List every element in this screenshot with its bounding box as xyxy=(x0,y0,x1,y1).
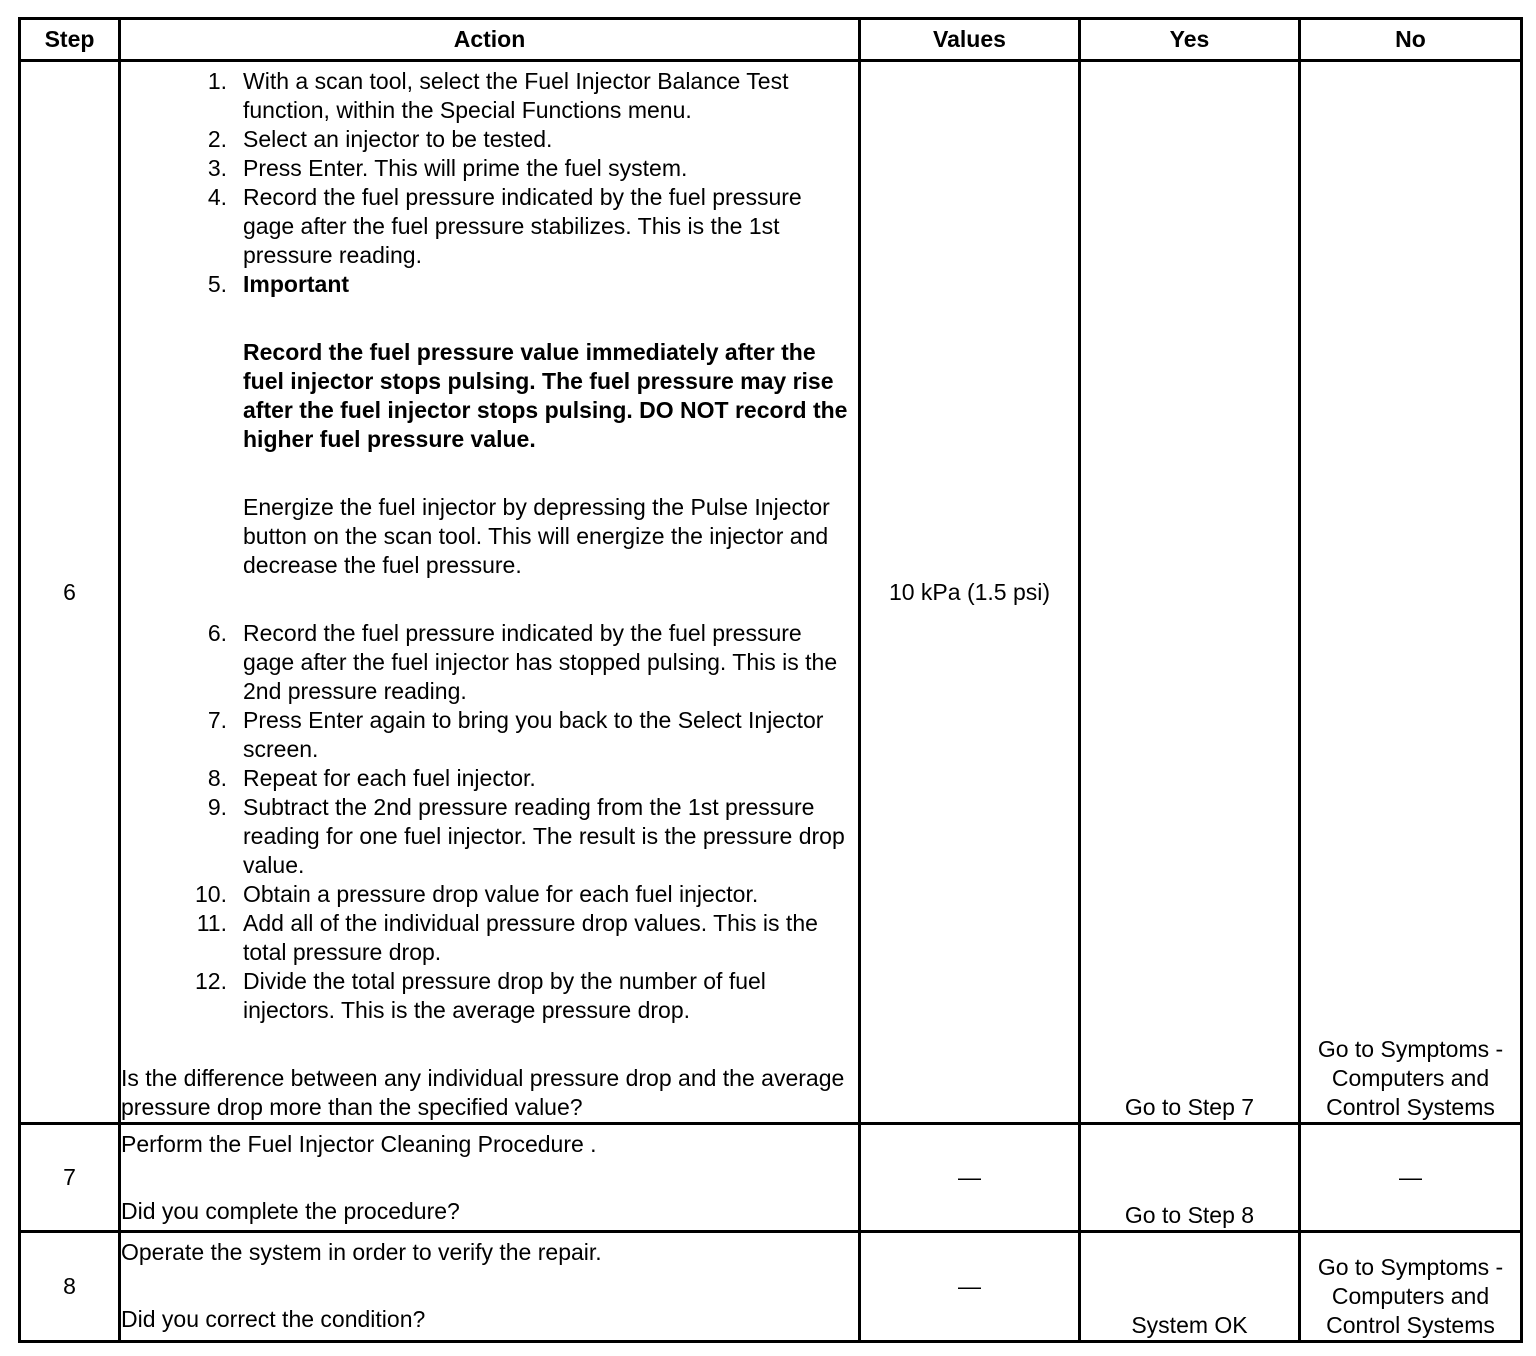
instruction-list xyxy=(121,67,858,1025)
list-item: 7. Press Enter again to bring you back to the Select Injector screen. xyxy=(207,707,824,762)
list-item-important: 5. Important Record the fuel pressure value immediately after the fuel injector stops pulsing. The fuel pressure may rise after the fuel injector stops pulsing. DO NOT record the higher fuel pressure value. Energize the fuel injector by depressing the Pulse Injector button on the scan tool. This will energize the injector and decrease the fuel pressure. xyxy=(121,270,858,619)
list-item: 2. Select an injector to be tested. xyxy=(207,126,553,152)
list-item: 12. Divide the total pressure drop by the number of fuel injectors. This is the average pressure drop. xyxy=(195,968,766,1023)
header-values: Values xyxy=(860,19,1080,61)
no-link[interactable]: Go to Symptoms - Computers and Control Systems xyxy=(1300,61,1522,1124)
value-cell: — xyxy=(860,1232,1080,1342)
yes-link[interactable]: Go to Step 8 xyxy=(1080,1124,1300,1232)
action-text: Perform the Fuel Injector Cleaning Procedure . xyxy=(121,1131,597,1157)
question-text: Did you correct the condition? xyxy=(121,1306,426,1332)
no-cell: — xyxy=(1300,1124,1522,1232)
action-text: Operate the system in order to verify the repair. xyxy=(121,1239,602,1265)
question-text: Is the difference between any individual pressure drop and the average pressure drop more than the specified value? xyxy=(121,1065,845,1120)
list-item: 1. With a scan tool, select the Fuel Injector Balance Test function, within the Special Functions menu. xyxy=(207,68,789,123)
diagnostic-table xyxy=(18,17,1523,1343)
yes-link[interactable]: Go to Step 7 xyxy=(1080,61,1300,1124)
important-text: Energize the fuel injector by depressing the Pulse Injector button on the scan tool. This will energize the injector and decrease the fuel pressure. xyxy=(243,494,830,578)
list-item: 8. Repeat for each fuel injector. xyxy=(207,765,536,791)
list-item: 3. Press Enter. This will prime the fuel system. xyxy=(207,155,688,181)
table-row xyxy=(20,1124,1522,1232)
action-cell xyxy=(120,61,860,1124)
step-number: 6 xyxy=(20,61,120,1124)
value-cell: 10 kPa (1.5 psi) xyxy=(860,61,1080,1124)
no-link[interactable]: Go to Symptoms - Computers and Control Systems xyxy=(1300,1232,1522,1342)
value-cell: — xyxy=(860,1124,1080,1232)
step-number: 7 xyxy=(20,1124,120,1232)
header-yes: Yes xyxy=(1080,19,1300,61)
list-item: 9. Subtract the 2nd pressure reading from the 1st pressure reading for one fuel injector. The result is the pressure drop value. xyxy=(207,794,845,878)
header-action: Action xyxy=(120,19,860,61)
step-number: 8 xyxy=(20,1232,120,1342)
list-item: 10. Obtain a pressure drop value for each fuel injector. xyxy=(195,881,759,907)
list-item: 11. Add all of the individual pressure drop values. This is the total pressure drop. xyxy=(196,910,818,965)
table-row xyxy=(20,61,1522,1124)
header-row xyxy=(20,19,1522,61)
list-item: 6. Record the fuel pressure indicated by the fuel pressure gage after the fuel injector has stopped pulsing. This is the 2nd pressure reading. xyxy=(207,620,838,704)
yes-link[interactable]: System OK xyxy=(1080,1232,1300,1342)
header-no: No xyxy=(1300,19,1522,61)
important-heading: Important xyxy=(243,271,350,297)
action-cell xyxy=(120,1124,860,1232)
table-row xyxy=(20,1232,1522,1342)
list-item: 4. Record the fuel pressure indicated by the fuel pressure gage after the fuel pressure stabilizes. This is the 1st pressure reading. xyxy=(207,184,802,268)
action-cell xyxy=(120,1232,860,1342)
important-note: Record the fuel pressure value immediately after the fuel injector stops pulsing. The fuel pressure may rise after the fuel injector stops pulsing. DO NOT record the higher fuel pressure value. xyxy=(243,339,848,452)
header-step: Step xyxy=(20,19,120,61)
question-text: Did you complete the procedure? xyxy=(121,1198,460,1224)
